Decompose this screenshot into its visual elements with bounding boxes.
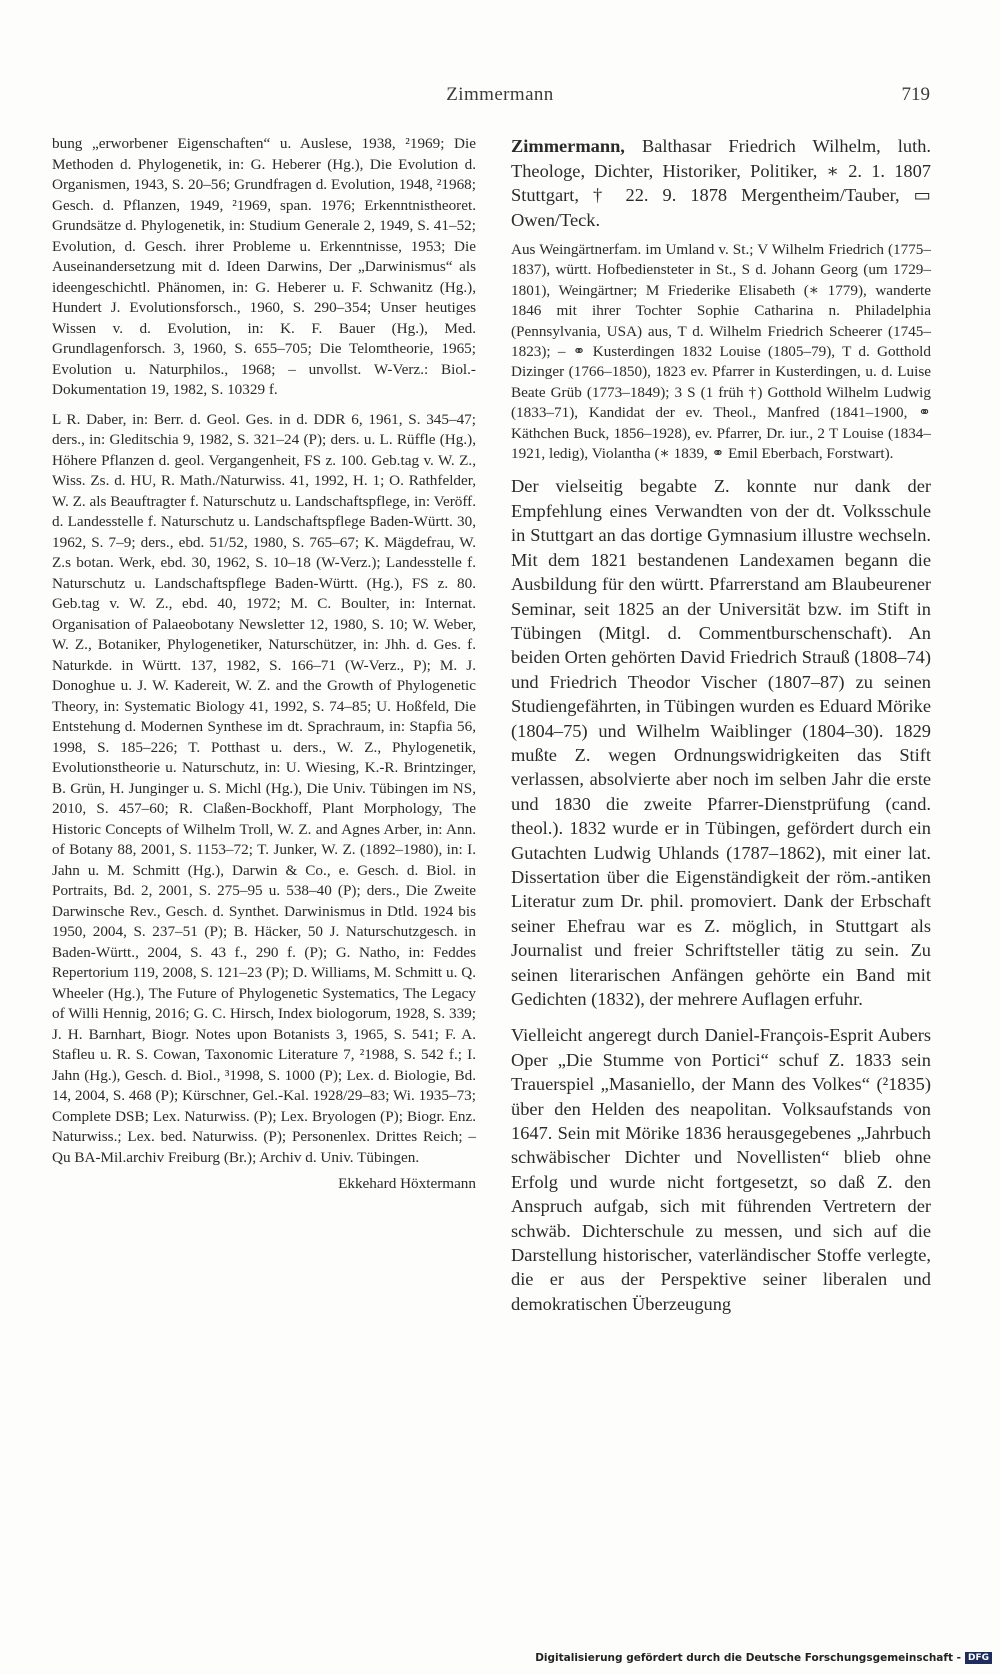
headword-description: Balthasar Friedrich Wilhelm, luth. Theologe, Dichter, Historiker, Politiker, ∗ 2. 1. 1807 Stuttgart, † 22. 9. 1878 Mergentheim/Tauber, ▭ Owen/Teck. [511,136,931,230]
page-header [0,84,1000,114]
running-head: Zimmermann [446,84,554,105]
works-list: bung „erworbener Eigenschaften“ u. Auslese, 1938, ²1969; Die Methoden d. Phylogenetik, in: G. Heberer (Hg.), Die Evolution d. Organismen, 1943, S. 20–56; Grundfragen d. Evolution, 1948, ²1968; Gesch. d. Pflanzen, 1949, ²1969, span. 1976; Erkenntnistheoret. Grundsätze d. Phylogenetik, in: Studium Generale 2, 1949, S. 41–52; Evolution, d. Gesch. ihrer Probleme u. Erkenntnisse, 1953; Die Auseinandersetzung mit d. Ideen Darwins, Der „Darwinismus“ als ideengeschichtl. Phänomen, in: G. Heberer u. F. Schwanitz (Hg.), Hundert J. Evolutionsforsch., 1960, S. 290–354; Unser heutiges Wissen v. d. Evolution, in: K. F. Bauer (Hg.), Med. Grundlagenforsch. 3, 1960, S. 655–705; Die Telomtheorie, 1965; Evolution u. Naturphilos., 1968; – unvollst. W-Verz.: Biol.-Dokumentation 19, 1982, S. 10329 f. [52,135,476,398]
headword-name: Zimmermann, [511,136,625,156]
literature-list: L R. Daber, in: Berr. d. Geol. Ges. in d. DDR 6, 1961, S. 345–47; ders., in: Gleditschia 9, 1982, S. 321–24 (P); ders. u. L. Rüffle (Hg.), Höhere Pflanzen d. geol. Vergangenheit, FS z. 100. Geb.tag v. W. Z., Wiss. Zs. d. HU, R. Math./Naturwiss. 41, 1992, H. 1; O. Rathfelder, W. Z. als Beauftragter f. Naturschutz u. Landschaftspflege, in: Veröff. d. Landesstelle f. Naturschutz u. Landschaftspflege Baden-Württ. 30, 1962, S. 7–9; ders., ebd. 51/52, 1980, S. 765–67; K. Mägdefrau, W. Z.s botan. Werk, ebd. 30, 1962, S. 10–18 (W-Verz.); Landesstelle f. Naturschutz u. Landschaftspflege Baden-Württ. (Hg.), FS z. 80. Geb.tag v. W. Z., ebd. 40, 1972; M. C. Boulter, in: Internat. Organisation of Palaeobotany Newsletter 12, 1980, S. 10; W. Weber, W. Z., Botaniker, Phylogenetiker, Naturschützer, in: Jhh. d. Ges. f. Naturkde. in Württ. 137, 1982, S. 166–71 (W-Verz., P); M. J. Donoghue u. J. W. Kadereit, W. Z. and the Growth of Phylogenetic Theory, in: Systematic Biology 41, 1992, S. 74–85; U. Hoßfeld, Die Entstehung d. Modernen Synthese im dt. Sprachraum, in: Stapfia 56, 1998, S. 185–226; T. Potthast u. ders., W. Z., Phylogenetik, Evolutionstheorie u. Naturschutz, in: U. Wiesing, K.-R. Brintzinger, B. Grün, H. Junginger u. S. Michl (Hg.), Die Univ. Tübingen im NS, 2010, S. 457–60; R. Claßen-Bockhoff, Plant Morphology, The Historic Concepts of Wilhelm Troll, W. Z. and Agnes Arber, in: Ann. of Botany 88, 2001, S. 1153–72; T. Junker, W. Z. (1892–1980), in: I. Jahn u. M. Schmitt (Hg.), Darwin & Co., e. Gesch. d. Biol. in Portraits, Bd. 2, 2001, S. 275–95 u. 538–40 (P); ders., Die Zweite Darwinsche Rev., Gesch. d. Synthet. Darwinismus in Dtld. 1924 bis 1950, 2004, S. 237–51 (P); B. Häcker, 50 J. Naturschutzgesch. in Baden-Württ., 2004, S. 43 f., 290 f. (P); G. Natho, in: Feddes Repertorium 119, 2008, S. 121–23 (P); D. Williams, M. Schmitt u. Q. Wheeler (Hg.), The Future of Phylogenetic Systematics, The Legacy of Willi Hennig, 2016; G. C. Hirsch, Index biologorum, 1928, S. 339; J. H. Barnhart, Biogr. Notes upon Botanists 3, 1965, S. 541; F. A. Stafleu u. R. S. Cowan, Taxonomic Literature 7, ²1988, S. 542 f.; I. Jahn (Hg.), Gesch. d. Biol., ³1998, S. 1000 (P); Lex. d. Biologie, Bd. 14, 2004, S. 468 (P); Kürschner, Gel.-Kal. 1928/29–83; Wi. 1935–73; Complete DSB; Lex. Naturwiss. (P); Lex. Bryologen (P); Biogr. Enz. Naturwiss.; Lex. bed. Naturwiss. (P); Personenlex. Drittes Reich; – Qu BA-Mil.archiv Freiburg (Br.); Archiv d. Univ. Tübingen. [52,410,476,1166]
left-column [52,134,476,1195]
dfg-logo: DFG [965,1652,992,1664]
footer-text: Digitalisierung gefördert durch die Deutsche Forschungsgemeinschaft - [535,1652,961,1664]
article-author: Ekkehard Höxtermann [338,1175,476,1192]
body-paragraph-2: Vielleicht angeregt durch Daniel-François-Esprit Aubers Oper „Die Stumme von Portici“ schuf Z. 1833 sein Trauerspiel „Masaniello, der Mann des Volkes“ (²1835) über den Helden des neapolitan. Volksaufstands von 1647. Sein mit Mörike 1836 herausgegebenes „Jahrbuch schwäbischer Dichter und Novellisten“ blieb ohne Erfolg und wurde nicht fortgesetzt, so daß Z. den Anspruch aufgab, sich mit führenden Vertretern der schwäb. Dichterschule zu messen, und sich auf die Darstellung historischer, vaterländischer Stoffe verlegte, die er aus der Perspektive seiner liberalen und demokratischen Überzeugung [511,1025,931,1314]
page-number: 719 [901,84,930,105]
right-column [511,134,931,1328]
body-paragraph-1: Der vielseitig begabte Z. konnte nur dank der Empfehlung eines Verwandten von der dt. Volksschule in Stuttgart an das dortige Gymnasium illustre wechseln. Mit dem 1821 bestandenen Landexamen begann die Ausbildung für den württ. Pfarrerstand am Blaubeurener Seminar, seit 1825 an der Universität bzw. im Stift in Tübingen (Mitgl. d. Commentburschenschaft). An beiden Orten gehörten David Friedrich Strauß (1808–74) und Friedrich Theodor Vischer (1807–87) zu seinen Studiengefährten, in Tübingen wurden es Eduard Mörike (1804–75) und Wilhelm Waiblinger (1804–30). 1829 mußte Z. wegen Ordnungswidrigkeiten das Stift verlassen, absolvierte aber noch im selben Jahr die erste und 1830 die zweite Pfarrer-Dienstprüfung (cand. theol.). 1832 wurde er in Tübingen, gefördert durch ein Gutachten Ludwig Uhlands (1787–1862), mit einer lat. Dissertation über die Eigenständigkeit der röm.-antiken Literatur zum Dr. phil. promoviert. Dank der Erbschaft seiner Ehefrau war es Z. möglich, in Stuttgart als Journalist und freier Schriftsteller tätig zu sein. Zu seinen literarischen Anfängen gehörte ein Band mit Gedichten (1832), der mehrere Auflagen erfuhr. [511,476,931,1009]
entry-headword [511,134,931,232]
digitization-footer [535,1652,992,1664]
genealogy-block: Aus Weingärtnerfam. im Umland v. St.; V Wilhelm Friedrich (1775–1837), württ. Hofbediensteter in St., S d. Johann Georg (um 1729–1801), Weingärtner; M Friederike Elisabeth (∗ 1779), wanderte 1846 mit ihrer Tochter Sophie Catharina n. Philadelphia (Pennsylvania, USA) aus, T d. Wilhelm Friedrich Scheerer (1745–1823); – ⚭ Kusterdingen 1832 Louise (1805–79), T d. Gotthold Dizinger (1766–1850), 1823 ev. Pfarrer in Kusterdingen, u. d. Luise Beate Grüb (1773–1849); 3 S (1 früh †) Gotthold Wilhelm Ludwig (1833–71), Kandidat der ev. Theol., Manfred (1841–1900, ⚭ Käthchen Buck, 1856–1928), ev. Pfarrer, Dr. iur., 2 T Louise (1834–1921, ledig), Violantha (∗ 1839, ⚭ Emil Eberbach, Forstwart). [511,241,931,463]
